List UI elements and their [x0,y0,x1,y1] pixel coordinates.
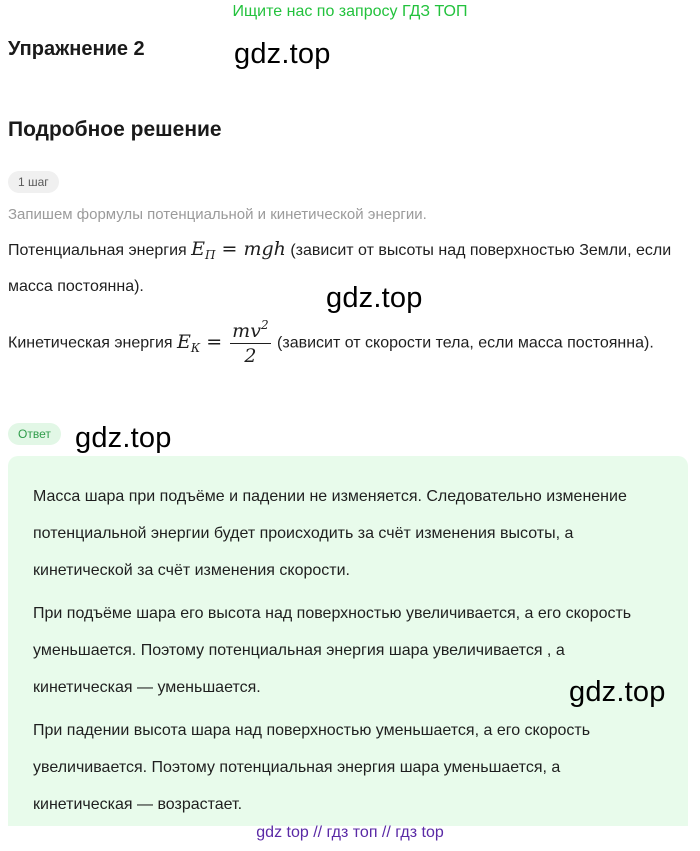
kinetic-equals: = [200,330,229,353]
potential-text-after: (зависит от высоты над поверхностью Земли, если масса постоянна). [8,242,672,295]
watermark: gdz.top [569,676,666,708]
watermark: gdz.top [326,282,423,314]
kinetic-fraction [230,319,270,366]
potential-formula-rhs: = mgh [215,238,286,260]
numerator-text: mv [232,320,261,342]
bottom-footer: gdz top // гдз топ // гдз top [256,824,444,841]
watermark: gdz.top [75,422,172,454]
numerator-exponent: 2 [260,318,269,332]
answer-paragraph-3: При падении высота шара над поверхностью уменьшается, а его скорость увеличивается. Поэтому потенциальная энергия шара уменьшается, а кинетическая — возрастает. [33,722,591,813]
answer-paragraph-2: При подъёме шара его высота над поверхностью увеличивается, а его скорость уменьшается. Поэтому потенциальная энергия шара увеличивается , а кинетическая — уменьшается. [33,605,632,696]
kinetic-formula [177,318,273,367]
kinetic-symbol: E [177,330,191,353]
exercise-title: Упражнение 2 [8,38,145,60]
kinetic-subscript: К [190,340,201,355]
potential-symbol: E [191,238,205,260]
answer-paragraph-1: Масса шара при подъёме и падении не изменяется. Следовательно изменение потенциальной энергии будет происходить за счёт изменения высоты, а кинетической за счёт изменения скорости. [33,488,627,579]
fraction-numerator [230,319,270,344]
kinetic-energy-paragraph [8,319,678,366]
kinetic-text-before: Кинетическая энергия [8,334,177,352]
section-title: Подробное решение [8,118,222,141]
kinetic-text-after: (зависит от скорости тела, если масса постоянна). [272,334,654,352]
fraction-denominator: 2 [244,345,257,367]
potential-subscript: П [205,248,216,262]
watermark: gdz.top [234,38,331,70]
answer-badge: Ответ [8,423,61,445]
potential-formula [191,238,286,260]
potential-text-before: Потенциальная энергия [8,242,192,259]
intro-text: Запишем формулы потенциальной и кинетической энергии. [8,206,427,223]
answer-box [8,456,688,826]
step-badge: 1 шаг [8,171,59,193]
top-banner: Ищите нас по запросу ГДЗ ТОП [232,3,468,20]
